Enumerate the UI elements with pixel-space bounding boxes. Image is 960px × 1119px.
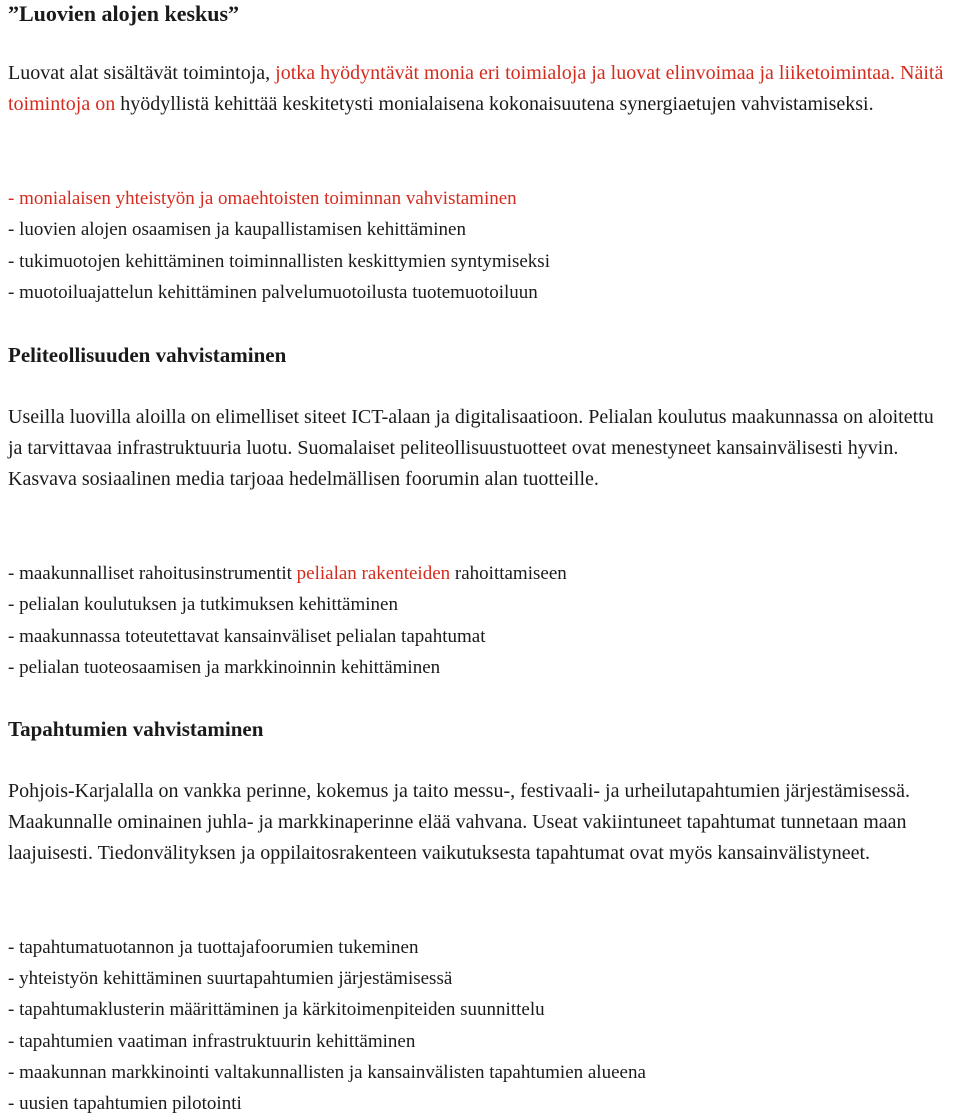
list-item: - tapahtumatuotannon ja tuottajafoorumien tukeminen xyxy=(8,937,419,958)
paragraph-text: hyödyllistä kehittää keskitetysti monialaisena kokonaisuutena synergiaetujen vahvistamiseksi. xyxy=(115,93,874,115)
list-item-text: - maakunnalliset rahoitusinstrumentit xyxy=(8,563,297,584)
bullet-list-peliteollisuus xyxy=(8,558,567,684)
list-item: - muotoiluajattelun kehittäminen palvelumuotoilusta tuotemuotoiluun xyxy=(8,282,538,304)
list-item: - tapahtumaklusterin määrittäminen ja kärkitoimenpiteiden suunnittelu xyxy=(8,999,545,1021)
list-item: - maakunnassa toteutettavat kansainväliset pelialan tapahtumat xyxy=(8,625,486,647)
highlighted-text: jotka hyödyntävät monia eri toimialoja ja luovat elinvoimaa ja liiketoimintaa. Näitä toimintoja on xyxy=(8,62,944,115)
section-title-tapahtumat: Tapahtumien vahvistaminen xyxy=(8,717,264,741)
section-paragraph-tapahtumat: Pohjois-Karjalalla on vankka perinne, kokemus ja taito messu-, festivaali- ja urheilutapahtumien järjestämisessä. Maakunnalle ominainen juhla- ja markkinaperinne elää vahvana. Useat vakiintuneet tapahtumat tunnetaan maan laajuisesti. Tiedonvälityksen ja oppilaitosrakenteen vaikutuksesta tapahtumat ovat myös kansainvälistyneet. xyxy=(8,780,910,864)
list-item: - monialaisen yhteistyön ja omaehtoisten toiminnan vahvistaminen xyxy=(8,188,517,209)
section-title-luovien-alojen-keskus: ”Luovien alojen keskus” xyxy=(8,1,240,26)
section-paragraph-luovat-alat xyxy=(8,58,948,120)
bullet-list-tapahtumat xyxy=(8,932,646,1119)
list-item: - pelialan koulutuksen ja tutkimuksen kehittäminen xyxy=(8,594,398,616)
list-item: - pelialan tuoteosaamisen ja markkinoinnin kehittäminen xyxy=(8,657,441,679)
paragraph-text: Luovat alat sisältävät toimintoja, xyxy=(8,62,276,84)
section-title-peliteollisuus: Peliteollisuuden vahvistaminen xyxy=(8,343,287,367)
list-item: - maakunnan markkinointi valtakunnallisten ja kansainvälisten tapahtumien alueena xyxy=(8,1061,646,1083)
list-item: - luovien alojen osaamisen ja kaupallistamisen kehittäminen xyxy=(8,219,466,241)
section-paragraph-peliteollisuus: Useilla luovilla aloilla on elimelliset siteet ICT-alaan ja digitalisaatioon. Pelialan koulutus maakunnassa on aloitettu ja tarvittavaa infrastruktuuria luotu. Suomalaiset peliteollisuustuotteet ovat menestyneet kansainvälisesti hyvin. Kasvava sosiaalinen media tarjoaa hedelmällisen foorumin alan tuotteille. xyxy=(8,406,934,490)
list-item xyxy=(8,558,567,589)
list-item: - yhteistyön kehittäminen suurtapahtumien järjestämisessä xyxy=(8,968,453,990)
bullet-list-luovat-alat xyxy=(8,183,550,309)
list-item-text: rahoittamiseen xyxy=(450,563,567,584)
highlighted-text: pelialan rakenteiden xyxy=(296,563,451,584)
list-item: - tapahtumien vaatiman infrastruktuurin kehittäminen xyxy=(8,1030,416,1052)
list-item: - uusien tapahtumien pilotointi xyxy=(8,1093,242,1115)
list-item: - tukimuotojen kehittäminen toiminnallisten keskittymien syntymiseksi xyxy=(8,250,550,272)
